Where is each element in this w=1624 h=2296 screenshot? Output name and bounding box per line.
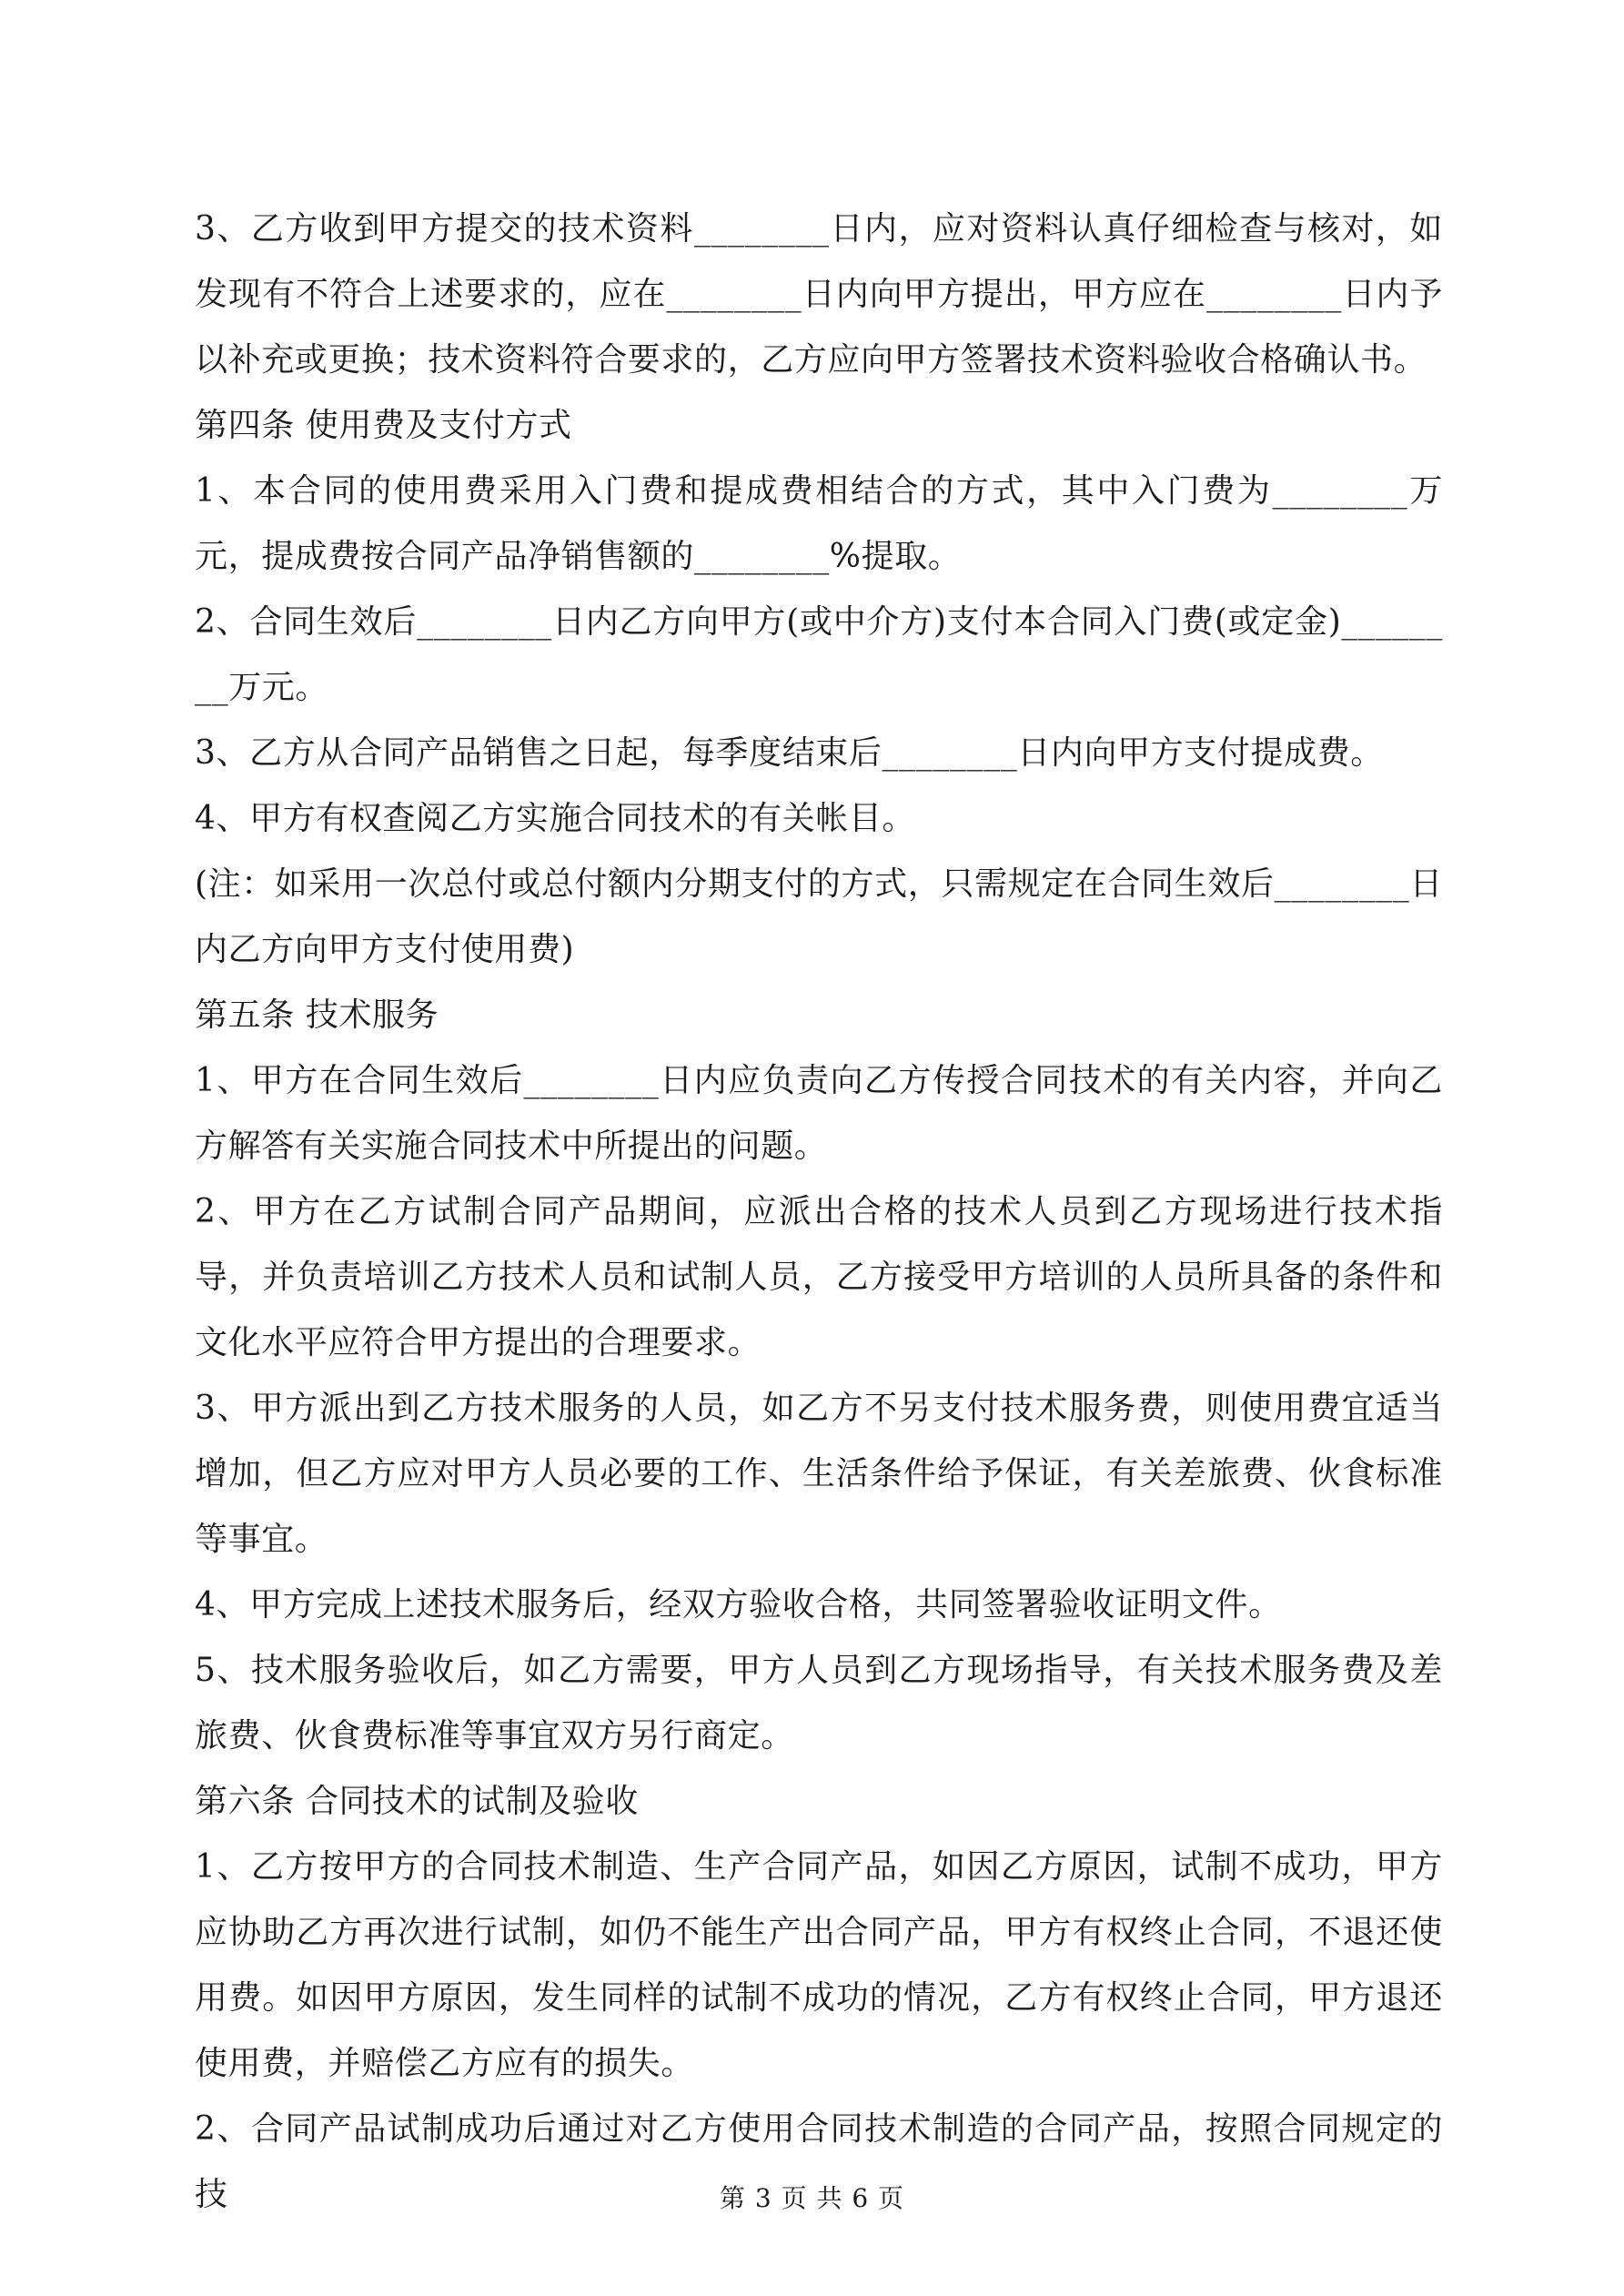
article-4-heading: 第四条 使用费及支付方式 bbox=[195, 407, 572, 444]
clause-6-2-paragraph: 2、合同产品试制成功后通过对乙方使用合同技术制造的合同产品，按照合同规定的技 bbox=[195, 2110, 1443, 2213]
clause-3-3-paragraph: 3、乙方收到甲方提交的技术资料________日内，应对资料认真仔细检查与核对，如发现有不符合上述要求的，应在________日内向甲方提出，甲方应在________日内予以补充或更换；技术资料符合要求的，乙方应向甲方签署技术资料验收合格确认书。 bbox=[195, 210, 1443, 379]
article-5-heading: 第五条 技术服务 bbox=[195, 996, 439, 1034]
clause-5-3-paragraph: 3、甲方派出到乙方技术服务的人员，如乙方不另支付技术服务费，则使用费宜适当增加，但乙方应对甲方人员必要的工作、生活条件给予保证，有关差旅费、伙食标准等事宜。 bbox=[195, 1390, 1443, 1558]
clause-5-1-paragraph: 1、甲方在合同生效后________日内应负责向乙方传授合同技术的有关内容，并向乙方解答有关实施合同技术中所提出的问题。 bbox=[195, 1062, 1443, 1165]
clause-4-2-paragraph: 2、合同生效后________日内乙方向甲方(或中介方)支付本合同入门费(或定金)________万元。 bbox=[195, 603, 1443, 706]
clause-4-1-paragraph: 1、本合同的使用费采用入门费和提成费相结合的方式，其中入门费为________万元，提成费按合同产品净销售额的________%提取。 bbox=[195, 472, 1443, 575]
clause-4-3-paragraph: 3、乙方从合同产品销售之日起，每季度结束后________日内向甲方支付提成费。 bbox=[195, 734, 1384, 772]
clause-5-2-paragraph: 2、甲方在乙方试制合同产品期间，应派出合格的技术人员到乙方现场进行技术指导，并负责培训乙方技术人员和试制人员，乙方接受甲方培训的人员所具备的条件和文化水平应符合甲方提出的合理要求。 bbox=[195, 1193, 1443, 1361]
article-6-heading: 第六条 合同技术的试制及验收 bbox=[195, 1783, 639, 1820]
note-paragraph: (注：如采用一次总付或总付额内分期支付的方式，只需规定在合同生效后________日内乙方向甲方支付使用费) bbox=[195, 865, 1443, 968]
clause-4-4-paragraph: 4、甲方有权查阅乙方实施合同技术的有关帐目。 bbox=[195, 800, 916, 837]
clause-5-5-paragraph: 5、技术服务验收后，如乙方需要，甲方人员到乙方现场指导，有关技术服务费及差旅费、伙食费标准等事宜双方另行商定。 bbox=[195, 1652, 1443, 1755]
page-number-footer: 第 3 页 共 6 页 bbox=[719, 2183, 905, 2213]
clause-5-4-paragraph: 4、甲方完成上述技术服务后，经双方验收合格，共同签署验收证明文件。 bbox=[195, 1586, 1282, 1623]
clause-6-1-paragraph: 1、乙方按甲方的合同技术制造、生产合同产品，如因乙方原因，试制不成功，甲方应协助乙方再次进行试制，如仍不能生产出合同产品，甲方有权终止合同，不退还使用费。如因甲方原因，发生同样的试制不成功的情况，乙方有权终止合同，甲方退还使用费，并赔偿乙方应有的损失。 bbox=[195, 1848, 1443, 2082]
document-body bbox=[195, 197, 1443, 2228]
